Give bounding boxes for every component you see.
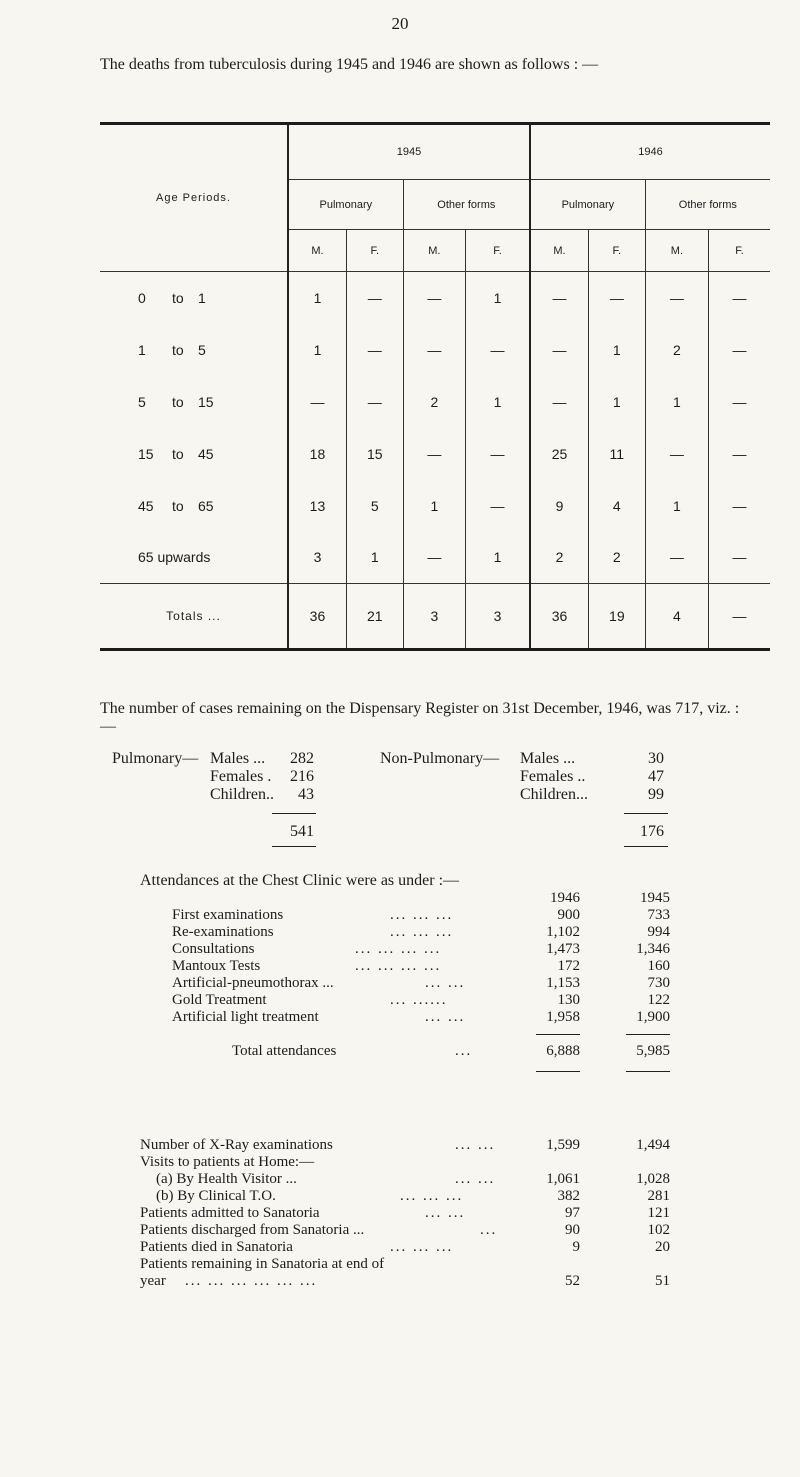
non-pulmonary-total: 176 [640,823,664,840]
list-item-dots: ... ... [455,1171,496,1187]
value-cell: 1 [288,272,346,324]
value-cell: — [403,428,465,480]
sex-header: F. [588,230,645,272]
list-item-value-1945: 20 [655,1239,670,1255]
sex-header: M. [403,230,465,272]
tb-deaths-table [100,122,770,651]
list-item-value-1946: 172 [557,958,580,974]
age-period-cell [100,324,288,376]
list-item-label: Re-examinations [172,924,274,940]
list-item-value-1946: 1,958 [546,1009,580,1025]
value-cell: — [645,272,708,324]
value-cell: 1 [466,376,530,428]
value-cell: 13 [288,480,346,532]
non-pulmonary-children-value: 99 [648,786,664,803]
list-item-label: Consultations [172,941,255,957]
attendances-sum-line-1945 [626,1034,670,1035]
age-from: 15 [138,445,154,462]
attendances-total-line-1946 [536,1071,580,1072]
list-item-label: (a) By Health Visitor ... [156,1171,297,1187]
pulmonary-males-value: 282 [290,750,314,767]
list-item-label: Mantoux Tests [172,958,261,974]
age-to: 5 [198,341,206,358]
pulmonary-children-label: Children.. [210,786,274,803]
attendances-intro: Attendances at the Chest Clinic were as under :— [140,872,460,889]
value-cell: — [346,376,403,428]
year-1945-header: 1945 [288,124,530,180]
list-item-label: Artificial-pneumothorax ... [172,975,334,991]
value-cell: — [709,532,770,584]
value-cell: 5 [346,480,403,532]
value-cell: 1 [466,532,530,584]
list-item-dots: ... ...... [390,992,448,1008]
list-item-dots: ... ... ... [390,907,454,923]
value-cell: 2 [588,532,645,584]
age-periods-header: Age Periods. [100,124,288,272]
age-sep: to [172,445,184,462]
attendances-total-line-1945 [626,1071,670,1072]
value-cell: 2 [530,532,588,584]
value-cell: — [645,532,708,584]
list-item-value-1945: 160 [647,958,670,974]
list-item-dots: ... ... ... [400,1188,464,1204]
value-cell: 25 [530,428,588,480]
value-cell: 1 [346,532,403,584]
pulmonary-label: Pulmonary— [112,750,199,767]
pulmonary-sum-line [272,813,316,814]
total-cell: 4 [645,584,708,650]
value-cell: 4 [588,480,645,532]
value-cell: — [346,272,403,324]
list-item-label: Patients died in Sanatoria [140,1239,293,1255]
non-pulmonary-males-label: Males ... [520,750,576,767]
value-cell: — [530,376,588,428]
list-item-value-1946: 900 [557,907,580,923]
list-item-value-1945: 730 [647,975,670,991]
value-cell: — [709,428,770,480]
list-item-label: Patients admitted to Sanatoria [140,1205,320,1221]
non-pulmonary-females-value: 47 [648,768,664,785]
list-item-label: Patients remaining in Sanatoria at end of [140,1256,385,1272]
sex-header: M. [288,230,346,272]
list-item-value-1945: 1,028 [636,1171,670,1187]
list-item-value-1946: 97 [565,1205,580,1221]
age-sep: to [172,289,184,306]
pulmonary-females-value: 216 [290,768,314,785]
list-item-dots: ... ... ... [390,924,454,940]
list-item-value-1946: 1,102 [546,924,580,940]
list-item-value-1945: 281 [647,1188,670,1204]
list-item-value-1945: 733 [647,907,670,923]
value-cell: 1 [588,324,645,376]
age-to: 15 [198,393,214,410]
value-cell: — [403,532,465,584]
value-cell: — [466,480,530,532]
table-row [100,532,770,584]
age-from: 45 [138,497,154,514]
pulmonary-total: 541 [290,823,314,840]
non-pulmonary-total-line [624,846,668,847]
year-1946-heading: 1946 [550,890,580,906]
non-pulmonary-males-value: 30 [648,750,664,767]
value-cell: — [403,324,465,376]
list-item-dots: ... ... [425,1205,466,1221]
register-intro: The number of cases remaining on the Dispensary Register on 31st December, 1946, was 717, viz. : — [100,700,740,735]
age-from: 1 [138,341,146,358]
value-cell: 9 [530,480,588,532]
list-item-label: year [140,1273,166,1289]
value-cell: 2 [645,324,708,376]
list-item-dots: ... ... ... [390,1239,454,1255]
list-item-value-1946: 9 [572,1239,580,1255]
table-row [100,480,770,532]
sex-header: M. [645,230,708,272]
list-item-value-1946: 52 [565,1273,580,1289]
value-cell: — [466,428,530,480]
age-period-cell: 65 upwards [138,549,211,566]
age-sep: to [172,393,184,410]
list-item-label: Artificial light treatment [172,1009,319,1025]
age-to: 45 [198,445,214,462]
age-period-cell [100,480,288,532]
non-pulmonary-label: Non-Pulmonary— [380,750,500,767]
total-cell: 3 [466,584,530,650]
list-item-dots: ... ... ... ... [355,941,442,957]
form-header-1946-pulmonary: Pulmonary [530,180,645,230]
totals-label: Totals [166,609,204,623]
list-item-value-1946: 1,061 [546,1171,580,1187]
list-item-label: First examinations [172,907,284,923]
pulmonary-males-label: Males ... [210,750,266,767]
form-header-1946-other: Other forms [645,180,770,230]
list-item-label: Number of X-Ray examinations [140,1137,333,1153]
total-attendances-1946: 6,888 [546,1043,580,1059]
totals-row [100,584,770,650]
table-row [100,376,770,428]
value-cell: 1 [588,376,645,428]
list-item-value-1945: 1,494 [636,1137,670,1153]
list-item-dots: ... ... ... ... ... ... [185,1273,318,1289]
list-item-value-1945: 122 [647,992,670,1008]
list-item-label: Gold Treatment [172,992,267,1008]
value-cell: 1 [645,376,708,428]
age-to: 65 [198,497,214,514]
page-number: 20 [391,14,409,33]
value-cell: 15 [346,428,403,480]
list-item-label: Visits to patients at Home:— [140,1154,315,1170]
total-attendances-label: Total attendances [232,1043,337,1059]
age-from: 5 [138,393,146,410]
total-cell: 21 [346,584,403,650]
sex-header: F. [709,230,770,272]
sex-header: F. [346,230,403,272]
pulmonary-total-line [272,846,316,847]
value-cell: — [288,376,346,428]
value-cell: 11 [588,428,645,480]
value-cell: 1 [645,480,708,532]
value-cell: 1 [466,272,530,324]
form-header-1945-pulmonary: Pulmonary [288,180,403,230]
age-to: 1 [198,289,206,306]
list-item-value-1946: 90 [565,1222,580,1238]
value-cell: — [530,272,588,324]
pulmonary-females-label: Females . [210,768,272,785]
year-1945-heading: 1945 [640,890,670,906]
total-cell: 3 [403,584,465,650]
value-cell: — [403,272,465,324]
list-item-label: (b) By Clinical T.O. [156,1188,276,1204]
sex-header: F. [466,230,530,272]
total-cell: 36 [288,584,346,650]
list-item-value-1945: 1,346 [636,941,670,957]
list-item-value-1945: 121 [647,1205,670,1221]
list-item-dots: ... ... ... ... [355,958,442,974]
list-item-value-1946: 382 [557,1188,580,1204]
attendances-sum-line-1946 [536,1034,580,1035]
value-cell: — [346,324,403,376]
value-cell: — [709,376,770,428]
list-item-dots: ... ... [455,1137,496,1153]
total-attendances-1945: 5,985 [636,1043,670,1059]
value-cell: — [588,272,645,324]
list-item-label: Patients discharged from Sanatoria ... [140,1222,365,1238]
age-sep: to [172,341,184,358]
list-item-value-1946: 130 [557,992,580,1008]
non-pulmonary-females-label: Females .. [520,768,586,785]
table-row [100,272,770,324]
value-cell: 18 [288,428,346,480]
value-cell: — [645,428,708,480]
form-header-1945-other: Other forms [403,180,530,230]
pulmonary-children-value: 43 [298,786,314,803]
value-cell: 1 [403,480,465,532]
totals-label-cell [100,584,288,650]
list-item-value-1945: 1,900 [636,1009,670,1025]
value-cell: — [709,324,770,376]
table-row [100,324,770,376]
sex-header: M. [530,230,588,272]
year-1946-header: 1946 [530,124,770,180]
list-item-value-1945: 51 [655,1273,670,1289]
age-period-cell [100,272,288,324]
list-item-value-1946: 1,153 [546,975,580,991]
age-sep: to [172,497,184,514]
value-cell: 1 [288,324,346,376]
value-cell: — [709,480,770,532]
value-cell: 3 [288,532,346,584]
total-attendances-dots: ... [455,1043,473,1059]
non-pulmonary-children-label: Children... [520,786,588,803]
age-period-cell [100,376,288,428]
age-from: 0 [138,289,146,306]
non-pulmonary-sum-line [624,813,668,814]
list-item-value-1945: 102 [647,1222,670,1238]
total-cell: 36 [530,584,588,650]
totals-dots: ... [207,609,221,623]
list-item-dots: ... ... [425,1009,466,1025]
total-cell: 19 [588,584,645,650]
age-period-cell [100,428,288,480]
table-row [100,428,770,480]
total-cell: — [709,584,770,650]
list-item-value-1946: 1,599 [546,1137,580,1153]
intro-paragraph: The deaths from tuberculosis during 1945 and 1946 are shown as follows : — [100,56,599,73]
list-item-dots: ... ... [425,975,466,991]
value-cell: 2 [403,376,465,428]
list-item-dots: ... [480,1222,498,1238]
value-cell: — [530,324,588,376]
value-cell: — [709,272,770,324]
list-item-value-1945: 994 [647,924,670,940]
year-header-row [100,124,770,180]
list-item-value-1946: 1,473 [546,941,580,957]
value-cell: — [466,324,530,376]
